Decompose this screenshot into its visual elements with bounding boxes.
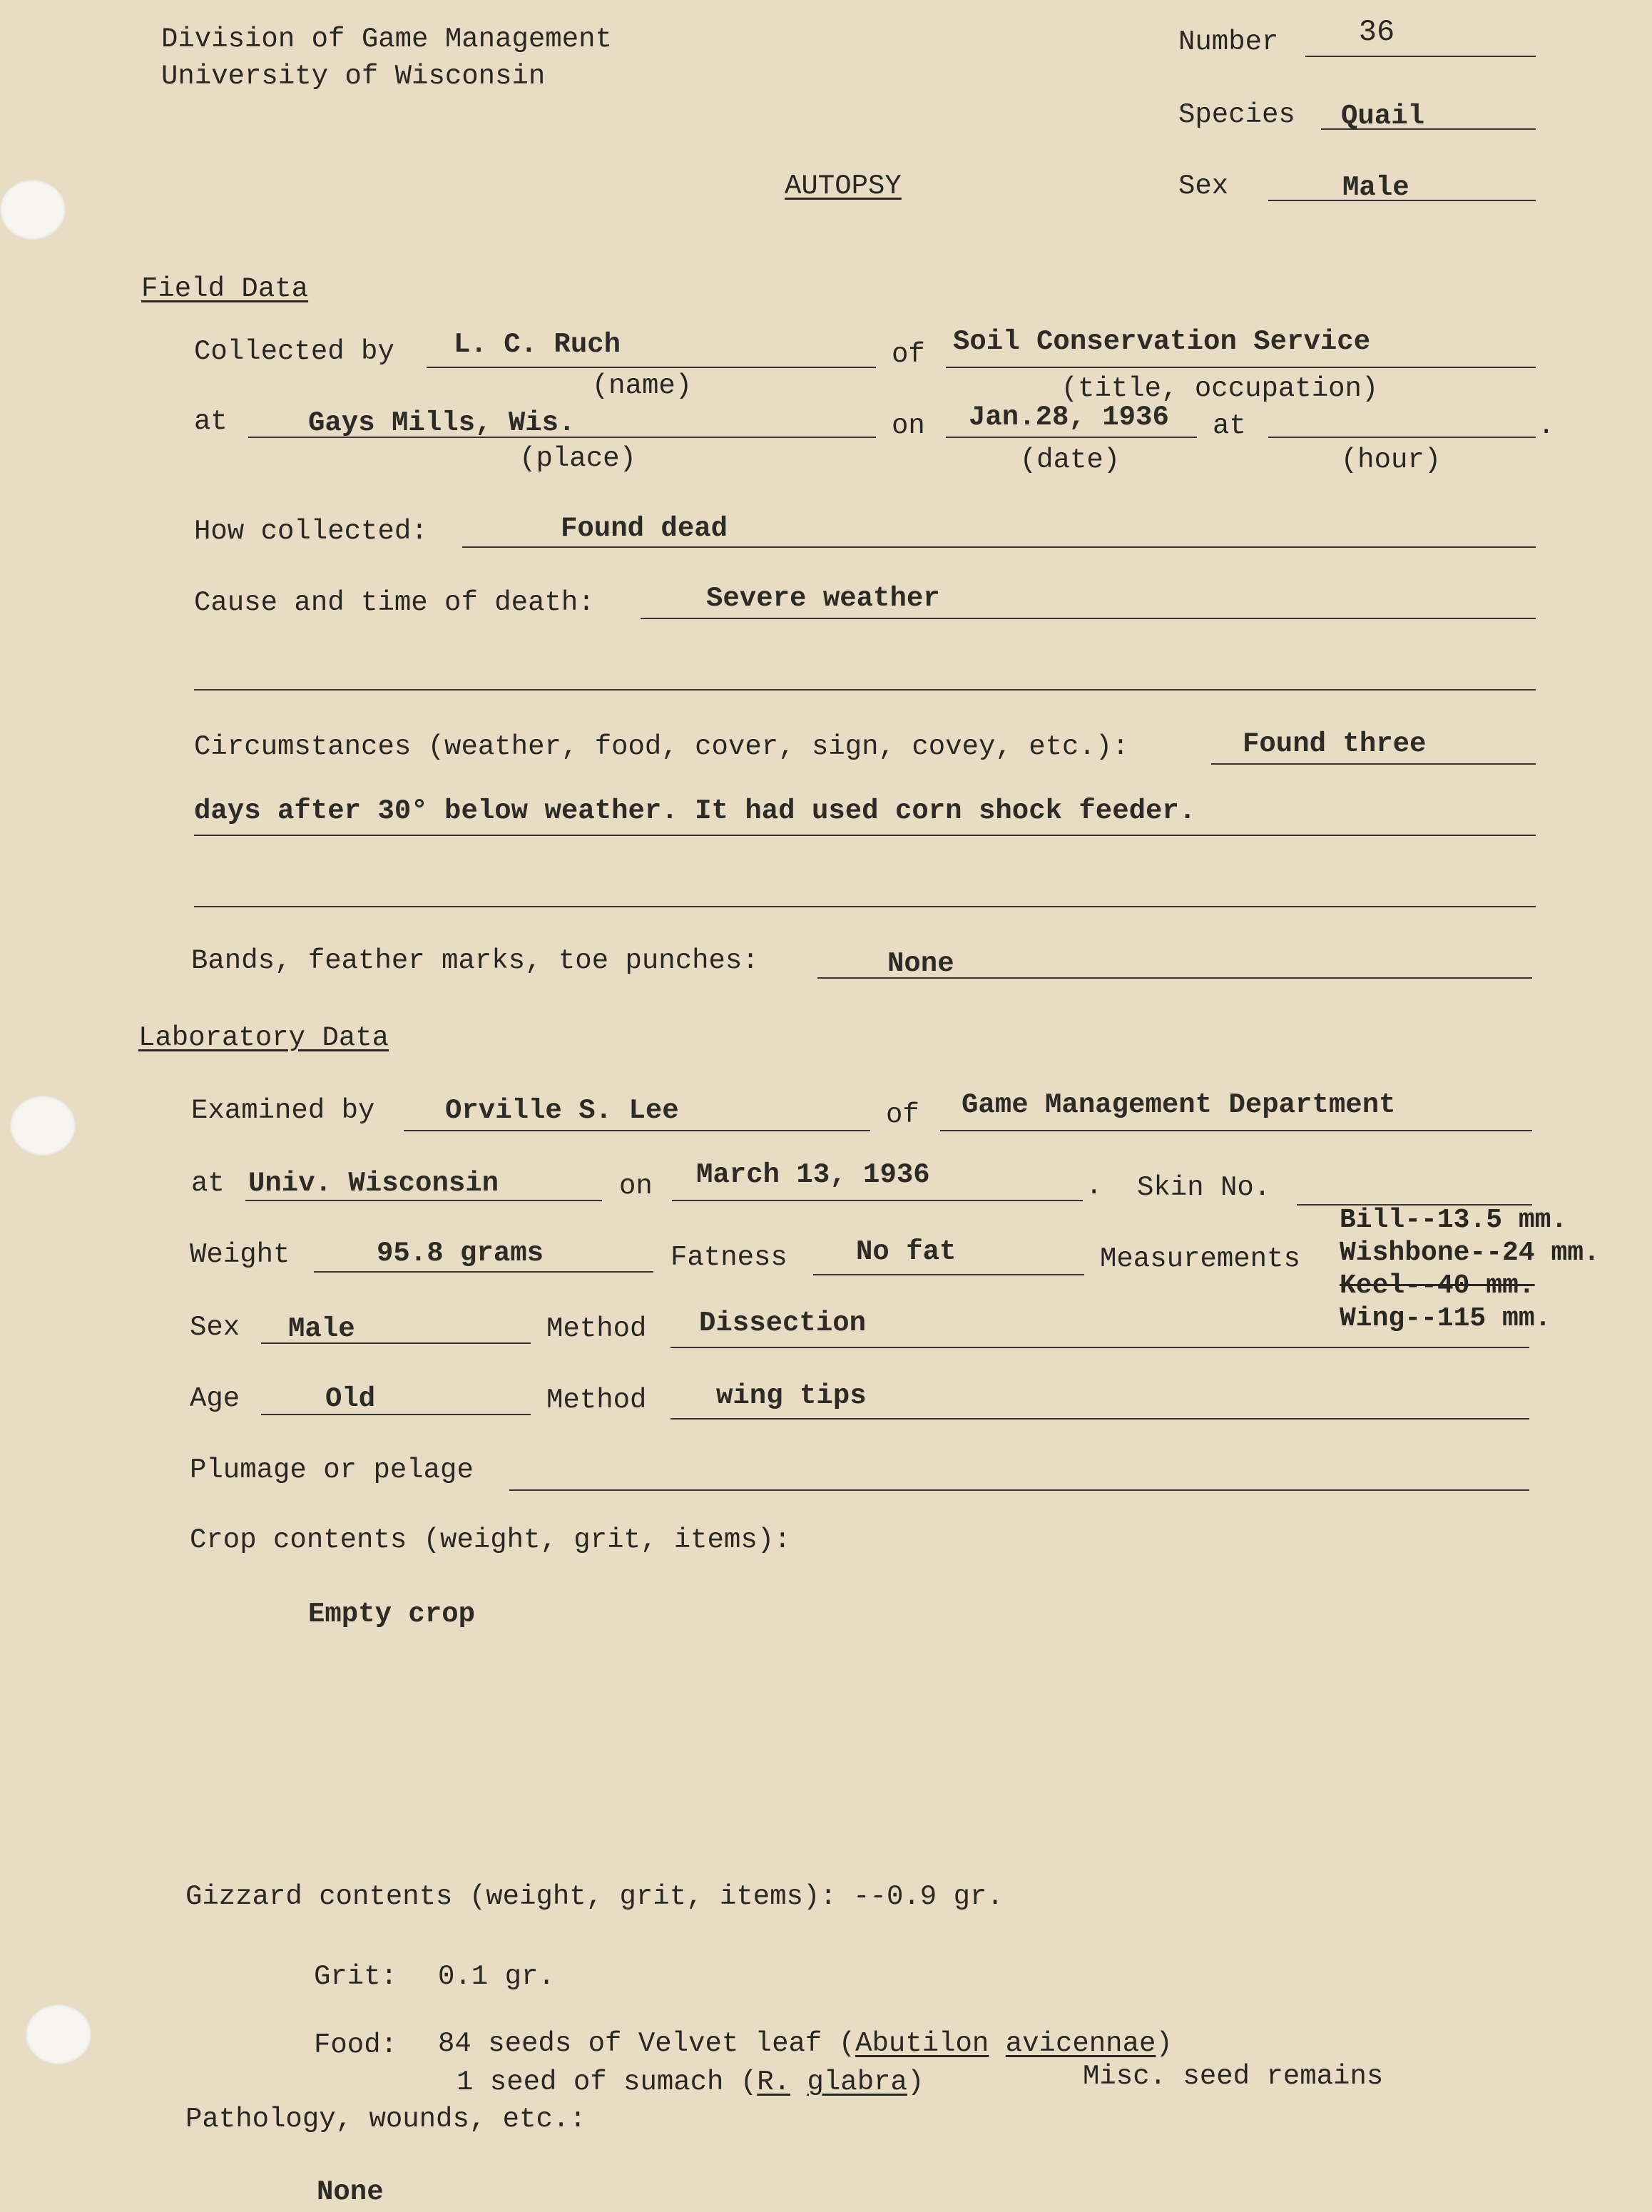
bands-label: Bands, feather marks, toe punches:: [191, 945, 759, 977]
how-collected-label: How collected:: [194, 516, 428, 547]
how-collected-line: [462, 546, 1536, 548]
measurements-list: [1340, 1204, 1600, 1335]
collected-of-value: Soil Conservation Service: [953, 326, 1371, 357]
food-label: Food:: [314, 2029, 398, 2061]
food-line-1: [438, 2030, 1173, 2058]
fatness-line: [813, 1274, 1084, 1275]
circumstances-line-2: [194, 835, 1536, 836]
circumstances-line-3: [194, 906, 1536, 907]
punch-hole-middle: [10, 1096, 76, 1156]
hour-line: [1268, 437, 1536, 438]
field-data-heading: Field Data: [141, 273, 309, 305]
crop-value: Empty crop: [308, 1599, 476, 1630]
lab-on-label: on: [619, 1171, 653, 1202]
date-value: Jan.28, 1936: [969, 402, 1169, 433]
food-misc: Misc. seed remains: [1083, 2061, 1384, 2092]
hour-hint: (hour): [1340, 444, 1442, 476]
measurements-label: Measurements: [1100, 1243, 1300, 1275]
number-line: [1305, 56, 1536, 57]
measurement-bill: Bill--13.5 mm.: [1340, 1205, 1568, 1235]
collected-by-line: [427, 367, 876, 368]
food-line-2-suffix: ): [907, 2066, 924, 2098]
lab-sex-label: Sex: [190, 1312, 240, 1343]
measurement-wishbone: Wishbone--24 mm.: [1340, 1238, 1600, 1268]
university-name: University of Wisconsin: [161, 61, 546, 92]
how-collected-value: Found dead: [561, 513, 728, 544]
food-line-1-suffix: ): [1156, 2028, 1173, 2059]
gizzard-label: Gizzard contents (weight, grit, items): --0.9 gr.: [185, 1881, 1004, 1912]
examined-by-line: [404, 1130, 870, 1131]
date-on-label: on: [892, 410, 925, 442]
age-method-value: wing tips: [716, 1380, 867, 1412]
name-hint: (name): [591, 370, 693, 402]
lab-on-line: [672, 1200, 1083, 1201]
sex-method-line: [671, 1347, 1529, 1348]
circumstances-line-1: [1211, 763, 1536, 765]
division-name: Division of Game Management: [161, 24, 612, 55]
fatness-value: No fat: [856, 1236, 957, 1268]
plumage-line: [509, 1489, 1529, 1491]
bands-value: None: [887, 948, 954, 979]
examined-of-label: of: [886, 1099, 919, 1131]
food-line-2-genus: R.: [757, 2066, 791, 2098]
header-sex-label: Sex: [1178, 170, 1229, 202]
lab-at-line: [245, 1200, 602, 1201]
measurement-wing: Wing--115 mm.: [1340, 1303, 1551, 1334]
collected-by-label: Collected by: [194, 336, 394, 367]
age-line: [261, 1414, 531, 1415]
punch-hole-bottom: [26, 2004, 91, 2064]
header-sex-value: Male: [1342, 172, 1409, 203]
food-line-2-prefix: 1 seed of sumach (: [457, 2066, 758, 2098]
lab-at-label: at: [191, 1168, 225, 1199]
food-line-1-prefix: 84 seeds of Velvet leaf (: [438, 2028, 856, 2059]
title-occupation-hint: (title, occupation): [1061, 373, 1379, 404]
age-label: Age: [190, 1383, 240, 1415]
examined-by-label: Examined by: [191, 1095, 375, 1126]
examined-of-line: [940, 1130, 1532, 1131]
food-line-1-genus: Abutilon: [855, 2028, 989, 2059]
place-at-label: at: [194, 406, 228, 437]
date-hint: (date): [1019, 444, 1121, 476]
crop-label: Crop contents (weight, grit, items):: [190, 1524, 791, 1556]
weight-label: Weight: [190, 1239, 290, 1270]
date-line: [946, 437, 1197, 438]
cause-value: Severe weather: [706, 583, 940, 614]
hour-at-label: at: [1213, 410, 1246, 442]
species-label: Species: [1178, 99, 1295, 131]
age-method-line: [671, 1418, 1529, 1420]
food-line-2: [457, 2066, 924, 2098]
cause-line: [641, 618, 1536, 619]
circumstances-value-1: Found three: [1243, 728, 1427, 760]
hour-period: .: [1538, 410, 1555, 442]
grit-value: 0.1 gr.: [438, 1961, 555, 1992]
place-hint: (place): [519, 443, 636, 474]
pathology-value: None: [317, 2176, 384, 2208]
circumstances-label: Circumstances (weather, food, cover, sign, covey, etc.):: [194, 731, 1129, 763]
weight-value: 95.8 grams: [377, 1238, 544, 1269]
place-value: Gays Mills, Wis.: [308, 407, 576, 439]
age-value: Old: [325, 1383, 376, 1415]
food-line-1-species: avicennae: [1005, 2028, 1156, 2059]
lab-at-value: Univ. Wisconsin: [248, 1168, 499, 1199]
collected-of-label: of: [892, 339, 925, 370]
form-title: AUTOPSY: [785, 170, 902, 202]
fatness-label: Fatness: [671, 1242, 787, 1273]
collected-of-line: [946, 367, 1536, 368]
lab-data-heading: Laboratory Data: [138, 1022, 389, 1054]
examined-of-value: Game Management Department: [962, 1089, 1396, 1121]
grit-label: Grit:: [314, 1961, 398, 1992]
weight-line: [314, 1271, 653, 1273]
circumstances-value-2: days after 30° below weather. It had used corn shock feeder.: [194, 795, 1196, 827]
number-label: Number: [1178, 26, 1279, 58]
measurement-keel: Keel--40 mm.: [1340, 1270, 1535, 1301]
sex-method-label: Method: [546, 1313, 647, 1345]
examined-by-value: Orville S. Lee: [445, 1095, 679, 1126]
skin-no-label: Skin No.: [1137, 1172, 1271, 1203]
lab-on-value: March 13, 1936: [696, 1159, 930, 1191]
lab-sex-value: Male: [288, 1313, 355, 1345]
lab-on-period: .: [1086, 1171, 1103, 1202]
species-value: Quail: [1341, 101, 1425, 132]
pathology-label: Pathology, wounds, etc.:: [185, 2104, 586, 2135]
collected-by-value: L. C. Ruch: [454, 329, 621, 360]
plumage-label: Plumage or pelage: [190, 1454, 474, 1486]
punch-hole-top: [0, 180, 66, 240]
cause-label: Cause and time of death:: [194, 587, 595, 618]
sex-method-value: Dissection: [699, 1308, 867, 1339]
cause-line-2: [194, 689, 1536, 690]
food-line-2-species: glabra: [807, 2066, 907, 2098]
number-value: 36: [1358, 15, 1395, 49]
age-method-label: Method: [546, 1385, 647, 1416]
